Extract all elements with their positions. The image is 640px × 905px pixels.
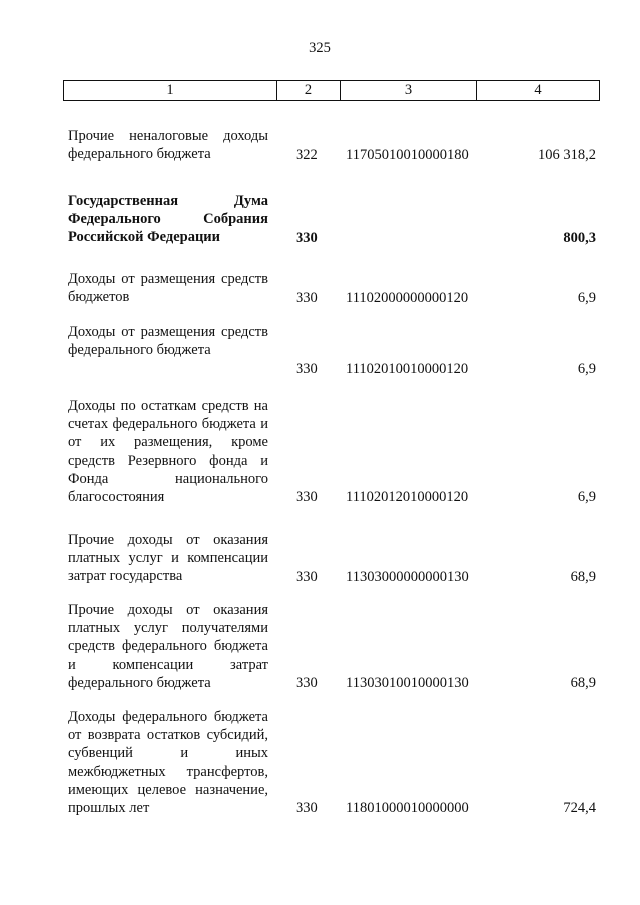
table-row: [0, 127, 640, 164]
row-code: 330: [296, 229, 318, 246]
row-sum: 6,9: [577, 289, 596, 306]
row-code: 322: [296, 146, 318, 163]
row-name: Прочие доходы от оказания платных услуг и компенсации затрат государства: [68, 532, 268, 585]
table-row: [0, 601, 640, 692]
row-kbk: 11303000000000130: [346, 568, 469, 585]
row-sum: 6,9: [577, 488, 596, 505]
row-code: 330: [296, 799, 318, 816]
row-kbk: 11102000000000120: [346, 289, 469, 306]
row-kbk: 11801000010000000: [346, 799, 469, 816]
row-name: Доходы от размещения средств бюджетов: [68, 271, 268, 306]
row-kbk: 11102012010000120: [346, 488, 469, 505]
row-sum: 68,9: [570, 674, 596, 691]
row-sum: 68,9: [570, 568, 596, 585]
table-row: [0, 397, 640, 506]
header-col-2: 2: [277, 81, 341, 100]
table-row: [0, 708, 640, 817]
row-name: Прочие доходы от оказания платных услуг получателями средств федерального бюджета и компенсации затрат федерального бюджета: [68, 602, 268, 691]
row-sum: 724,4: [563, 799, 596, 816]
header-col-3: 3: [341, 81, 477, 100]
table-row: [0, 531, 640, 586]
page-number: 325: [309, 40, 331, 56]
row-name: Государственная Дума Федерального Собрания Российской Федерации: [68, 193, 268, 246]
header-col-1: 1: [64, 81, 277, 100]
row-name: Доходы от размещения средств федерального бюджета: [68, 324, 268, 359]
row-code: 330: [296, 568, 318, 585]
header-col-4: 4: [534, 82, 542, 98]
row-name: Прочие неналоговые доходы федерального бюджета: [68, 128, 268, 163]
table-header: [63, 80, 600, 101]
row-name: Доходы федерального бюджета от возврата остатков субсидий, субвенций и иных межбюджетных трансфертов, имеющих целевое назначение, прошлых лет: [68, 709, 268, 817]
row-name: Доходы по остаткам средств на счетах федерального бюджета и от их размещения, кроме средств Резервного фонда и Фонда национального благосостояния: [68, 398, 268, 506]
row-kbk: 11102010010000120: [346, 360, 469, 377]
row-sum: 800,3: [563, 229, 596, 246]
table-row: [0, 270, 640, 307]
row-kbk: 11705010010000180: [346, 146, 469, 163]
row-kbk: 11303010010000130: [346, 674, 469, 691]
row-code: 330: [296, 360, 318, 377]
table-row: [0, 323, 640, 378]
row-code: 330: [296, 289, 318, 306]
row-sum: 6,9: [577, 360, 596, 377]
row-sum: 106 318,2: [538, 146, 596, 163]
row-code: 330: [296, 674, 318, 691]
table-row: [0, 192, 640, 247]
row-code: 330: [296, 488, 318, 505]
